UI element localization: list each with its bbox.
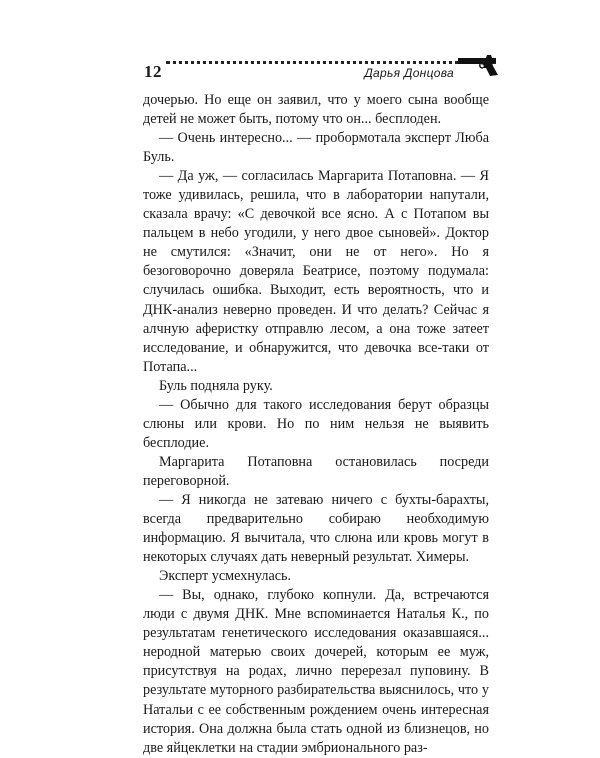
- revolver-icon: [456, 52, 502, 78]
- paragraph: — Я никогда не затеваю ничего с бухты-барахты, всегда предварительно собираю необходимую информацию. Я вычитала, что слюна или кровь могут в некоторых случаях дать неверный результат. Химеры.: [143, 491, 489, 566]
- paragraph: дочерью. Но еще он заявил, что у моего сына вообще детей не может быть, потому что он... бесплоден.: [143, 92, 489, 128]
- paragraph: — Вы, однако, глубоко копнули. Да, встречаются люди с двумя ДНК. Мне вспоминается Наталья К., по результатам генетического исследования оказавшаяся... неродной матерью своих дочерей, которым ее муж, присутствуя на родах, лично перерезал пуповину. В результате муторного разбирательства выяснилось, что у Натальи с ее собственным рождением очень интересная история. Она должна была стать одной из близнецов, но две яйцеклетки на стадии эмбрионального раз-: [143, 587, 489, 756]
- running-head-author: Дарья Донцова: [364, 66, 454, 80]
- page-number: 12: [144, 62, 162, 81]
- paragraph: Буль подняла руку.: [159, 377, 273, 394]
- paragraph: Эксперт усмехнулась.: [159, 568, 292, 585]
- page-header: [144, 58, 494, 82]
- paragraph: — Обычно для такого исследования берут образцы слюны или крови. Но по ним нельзя не выявить бесплодие.: [143, 396, 489, 451]
- paragraph: — Очень интересно... — пробормотала эксперт Люба Буль.: [143, 130, 489, 166]
- paragraph: — Да уж, — согласилась Маргарита Потаповна. — Я тоже удивилась, решила, что в лаборатории напутали, сказала врачу: «С девочкой все ясно. А с Потапом вы пальцем в небо угодили, у него двое сыновей». Доктор не смутился: «Значит, они не от него». Но я безоговорочно доверяла Беатрисе, поэтому подумала: случилась ошибка. Выходит, есть вероятность, что и ДНК-анализ неверно проведен. И что делать? Сейчас я алчную аферистку отправлю лесом, а она тоже затеет исследование, и обнаружится, что девочка все-таки от Потапа...: [143, 168, 489, 375]
- body-text: [143, 91, 489, 758]
- paragraph: Маргарита Потаповна остановилась посреди переговорной.: [143, 453, 489, 489]
- dotted-rule: [166, 61, 496, 64]
